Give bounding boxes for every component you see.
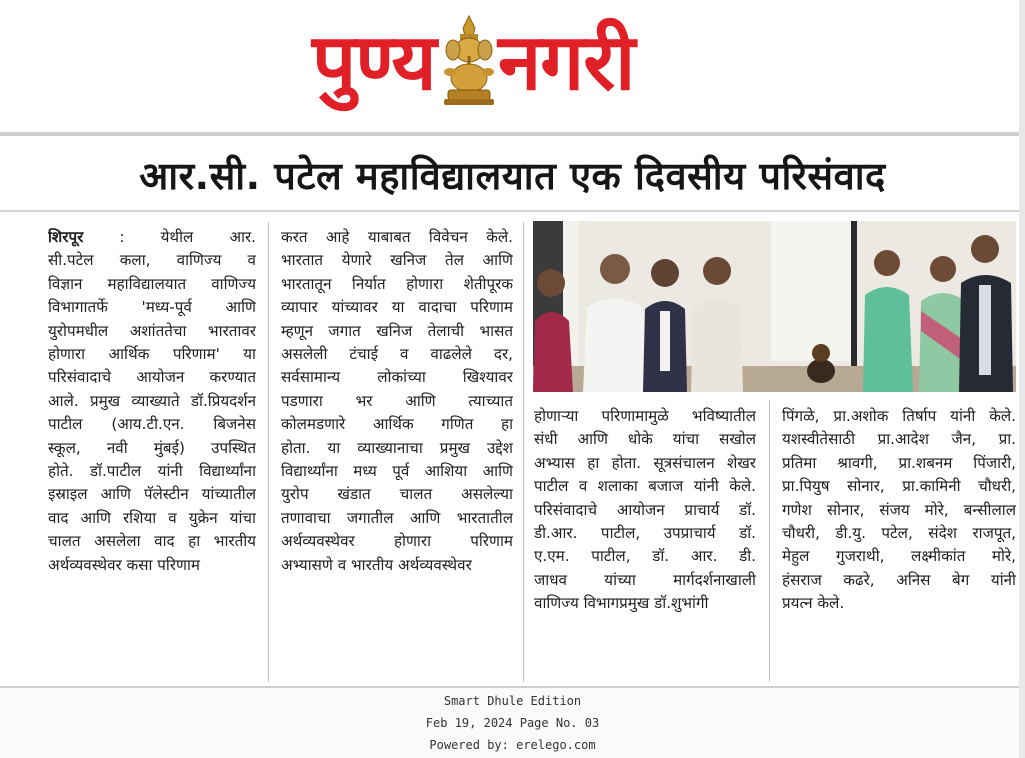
article-line: भारतातून निर्यात होणारा शेतीपूरक: [281, 274, 513, 293]
column-divider: [769, 400, 770, 682]
article-line: विज्ञान महाविद्यालयात वाणिज्य: [48, 274, 256, 293]
masthead: [0, 0, 1025, 132]
article-line: परिसंवादाचे आयोजन करण्यात: [48, 368, 256, 387]
article-line: अभ्यास हा होता. सूत्रसंचालन शेखर: [534, 453, 756, 472]
article-line: अभ्यासणे व भारतीय अर्थव्यवस्थेवर: [281, 555, 472, 574]
article-column-3: [534, 405, 756, 616]
article-line: डी.आर. पाटील, उपप्राचार्य डॉ.: [534, 524, 756, 543]
article-line: प्रतिमा श्रावगी, प्रा.शबनम पिंजारी,: [782, 453, 1016, 472]
article-line: पाटील (आय.टी.एन. बिजनेस: [48, 415, 256, 434]
article-line: युरोपमधील अशांततेचा भारतावर: [48, 321, 256, 340]
column-divider: [268, 222, 269, 682]
article-line: जाधव यांच्या मार्गदर्शनाखाली: [534, 570, 756, 589]
article-line: होणारा आर्थिक परिणाम' या: [48, 345, 256, 364]
article-line: सी.पटेल कला, वाणिज्य व: [48, 251, 256, 270]
article-line: चालत असलेला वाद हा भारतीय: [48, 532, 256, 551]
article-line: होता. या व्याख्यानाचा प्रमुख उद्देश: [281, 438, 513, 457]
article-line: प्रयत्न केले.: [782, 594, 845, 613]
article-line: परिसंवादाचे आयोजन प्राचार्य डॉ.: [534, 500, 756, 519]
article-line: प्रा.पियुष सोनार, प्रा.कामिनी चौधरी,: [782, 477, 1016, 496]
footer-edition: Smart Dhule Edition: [443, 694, 582, 708]
article-line: ए.एम. पाटील, डॉ. आर. डी.: [534, 547, 756, 566]
article-line: शिरपूर : येथील आर.: [48, 228, 256, 246]
article-line: युरोप खंडात चालत असलेल्या: [281, 485, 513, 504]
article-line: वाणिज्य विभागप्रमुख डॉ.शुभांगी: [534, 594, 709, 613]
article-line: अर्थव्यवस्थेवर होणारा परिणाम: [281, 532, 513, 551]
article-column-4: [782, 405, 1016, 616]
article-line: चौधरी, डी.यु. पटेल, संदेश राजपूत,: [782, 524, 1016, 543]
article-line: पिंगळे, प्रा.अशोक तिर्षाप यांनी केले.: [782, 407, 1016, 425]
footer-date-page: Feb 19, 2024 Page No. 03: [425, 716, 600, 730]
article-line: भारतात येणारे खनिज तेल आणि: [281, 251, 513, 270]
article-line: इस्राइल आणि पॅलेस्टीन यांच्यातील: [48, 485, 256, 504]
article-line: आले. प्रमुख व्याख्याते डॉ.प्रियदर्शन: [48, 391, 256, 410]
article-line: व्यापार यांच्यावर या वादाचा परिणाम: [281, 298, 513, 317]
ganesh-idol-icon: [440, 14, 498, 106]
masthead-divider: [0, 132, 1025, 136]
group-photo-icon: [533, 221, 1016, 392]
article-line: संधी आणि धोके यांचा सखोल: [534, 430, 756, 449]
article-line: पडणारा भर आणि त्याच्यात: [281, 391, 513, 410]
article-line: तणावाचा जगातील आणि भारतातील: [281, 508, 513, 527]
group-photo: [533, 221, 1016, 392]
article-line: विद्यार्थ्यांना मध्य पूर्व आशिया आणि: [281, 462, 513, 481]
article-line: होते. डॉ.पाटील यांनी विद्यार्थ्यांना: [48, 462, 256, 481]
article-line: करत आहे याबाबत विवेचन केले.: [281, 228, 513, 246]
article-line: विभागातर्फे 'मध्य-पूर्व आणि: [48, 298, 256, 317]
article-line: मेहुल गुजराथी, लक्ष्मीकांत मोरे,: [782, 547, 1016, 566]
brand-name-left: पुण्य: [312, 18, 436, 108]
column-divider: [523, 222, 524, 682]
article-line: हंसराज कढरे, अनिस बेग यांनी: [782, 570, 1016, 589]
article-line: गणेश सोनार, संजय मोरे, बन्सीलाल: [782, 500, 1016, 519]
article-line: असलेली टंचाई व वाढलेले दर,: [281, 345, 513, 364]
page-edge: [1019, 0, 1025, 758]
footer-powered-by: Powered by: erelego.com: [429, 738, 596, 752]
article-line: सर्वसामान्य लोकांच्या खिश्यावर: [281, 368, 513, 387]
article-column-1: [48, 226, 256, 577]
article-line: कोलमडणारे आर्थिक गणित हा: [281, 415, 513, 434]
article-line: वाद आणि रशिया व युक्रेन यांचा: [48, 508, 256, 527]
article-line: अर्थव्यवस्थेवर कसा परिणाम: [48, 555, 201, 574]
article-line: यशस्वीतेसाठी प्रा.आदेश जैन, प्रा.: [782, 430, 1016, 449]
article-line: पाटील व शलाका बजाज यांनी केले.: [534, 477, 756, 496]
article-dateline: शिरपूर: [48, 228, 84, 246]
article-headline: आर.सी. पटेल महाविद्यालयात एक दिवसीय परिसंवाद: [139, 154, 886, 198]
article-line: स्कूल, नवी मुंबई) उपस्थित: [48, 438, 256, 457]
headline-divider: [0, 210, 1025, 212]
article-line: म्हणून जगात खनिज तेलाची भासत: [281, 321, 513, 340]
article-line: होणाऱ्या परिणामामुळे भविष्यातील: [534, 407, 756, 425]
brand-name-right: नगरी: [498, 18, 635, 108]
article-column-2: [281, 226, 513, 577]
